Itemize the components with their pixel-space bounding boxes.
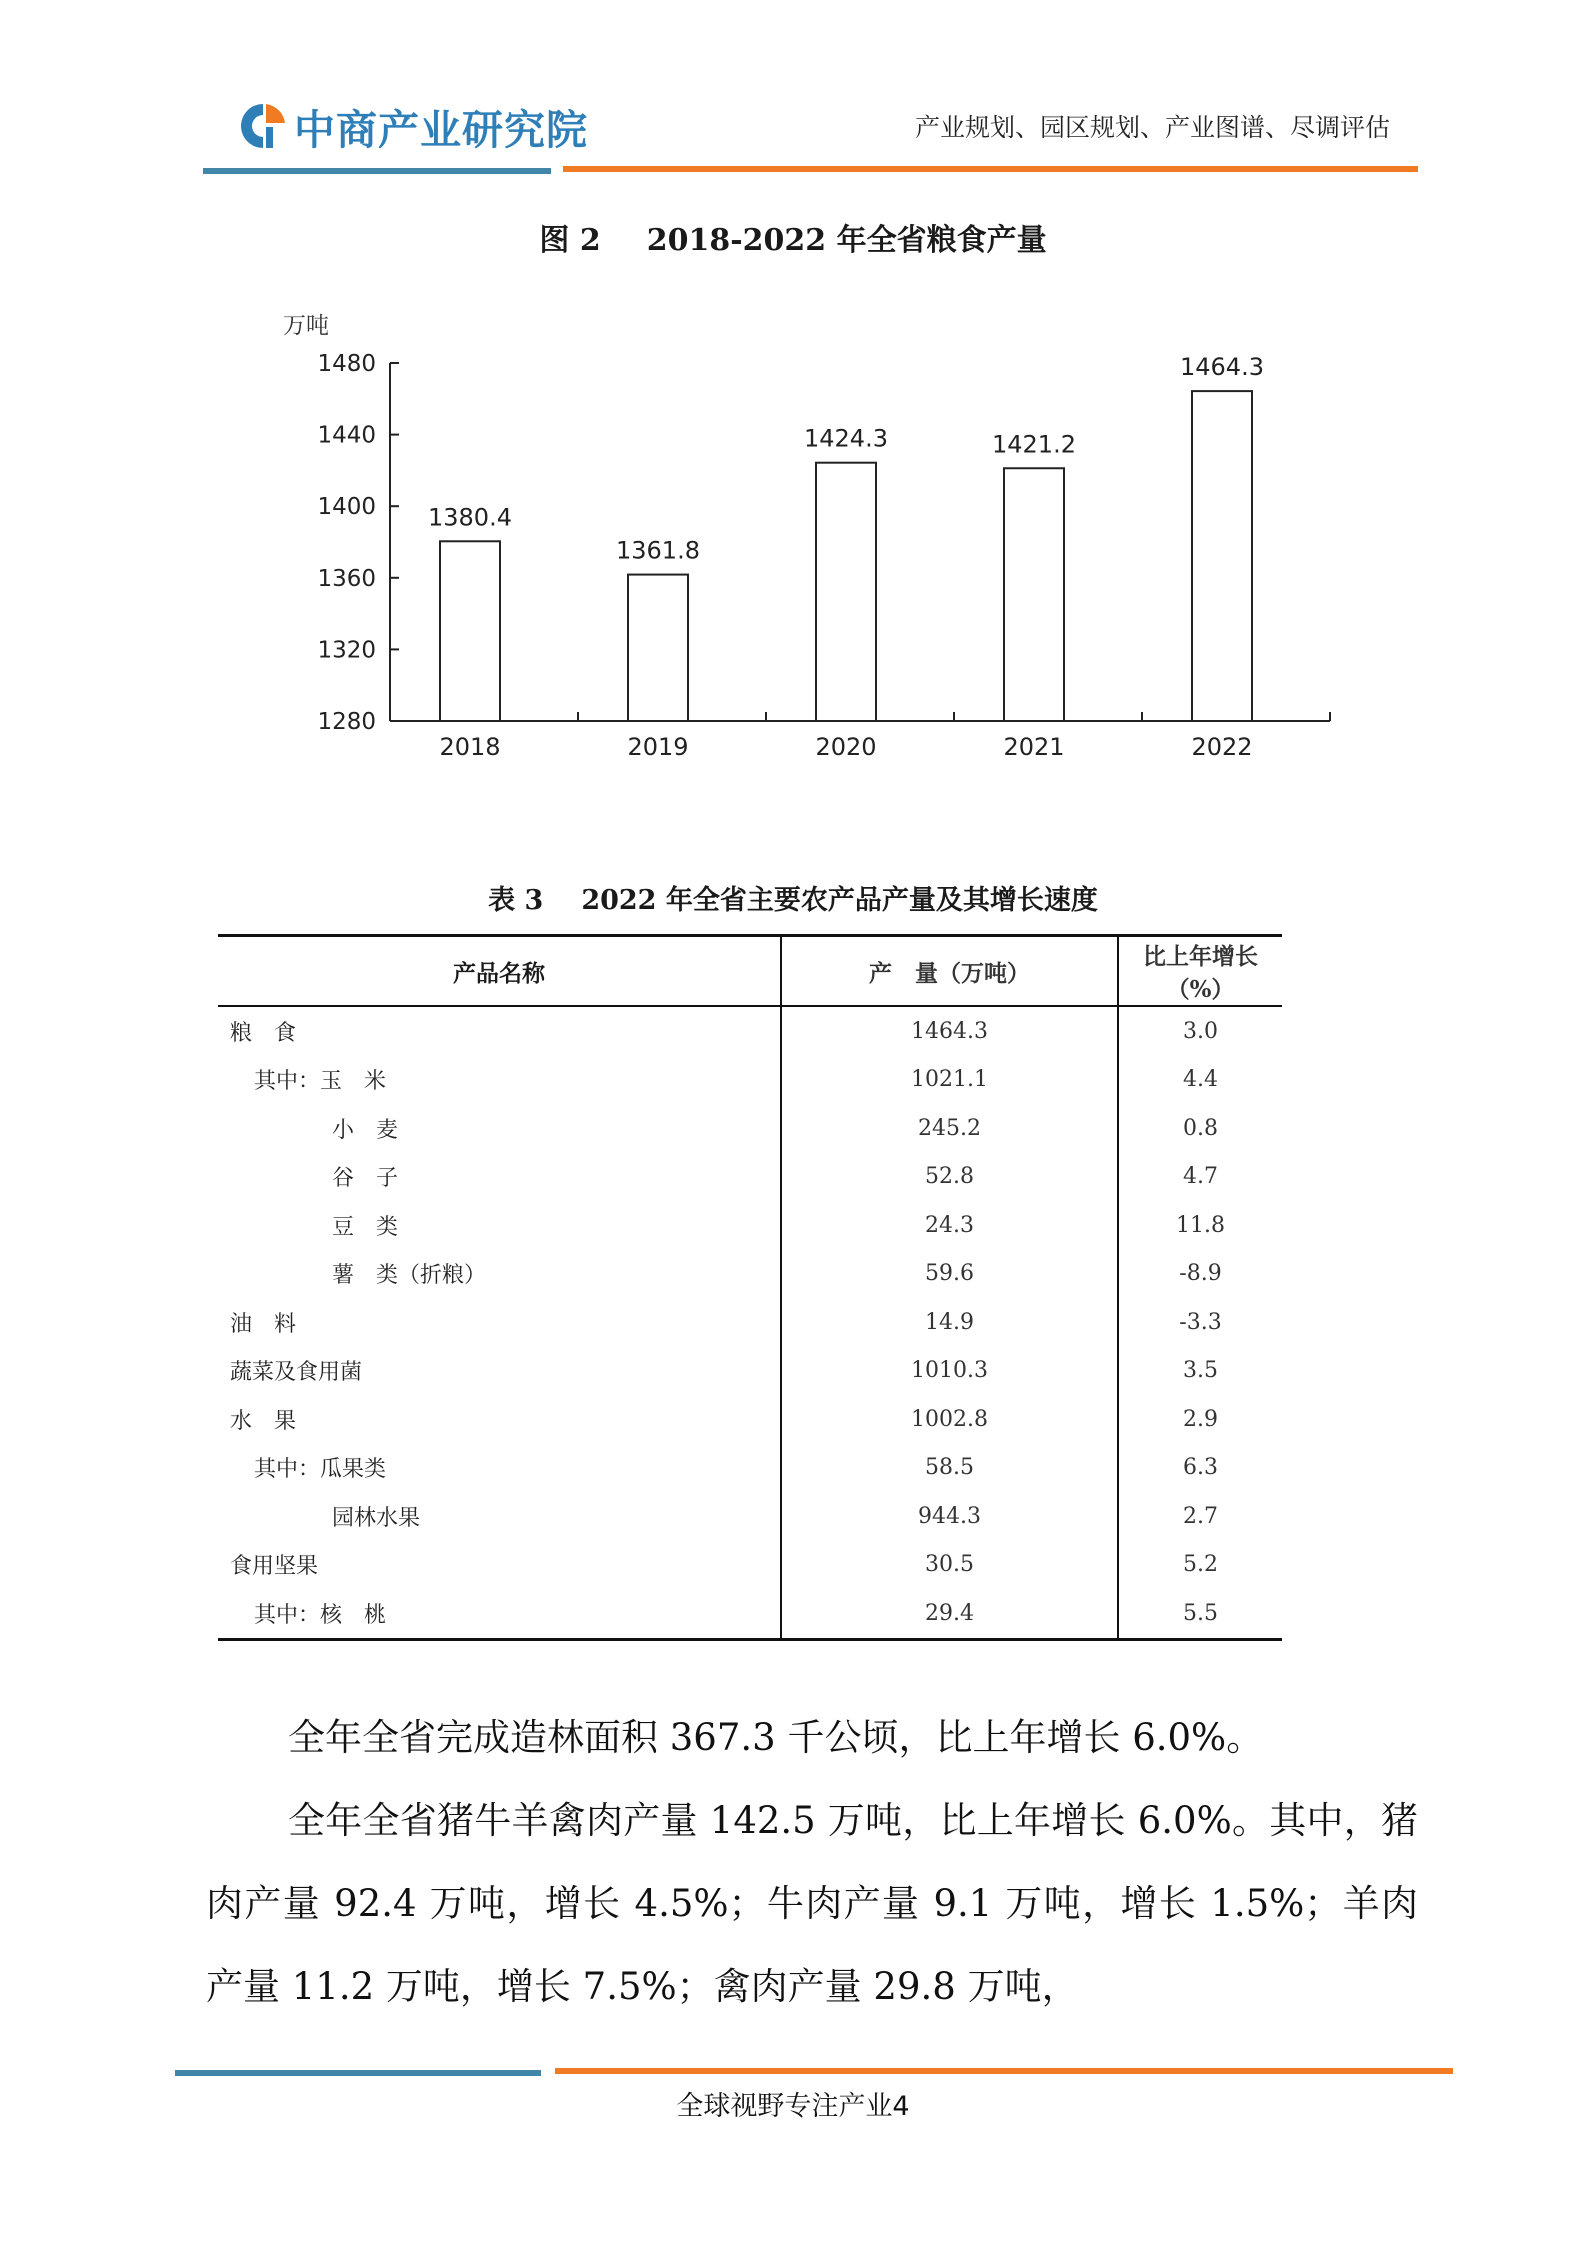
bar-value-label: 1380.4 <box>428 503 512 532</box>
product-name-cell: 其中：核 桃 <box>218 1589 781 1639</box>
x-category-label: 2020 <box>815 733 877 761</box>
growth-cell: 4.4 <box>1183 1067 1218 1093</box>
y-tick-label: 1440 <box>317 422 376 449</box>
table-row <box>218 1444 1282 1493</box>
logo-mark-icon <box>238 101 288 151</box>
bar-2021 <box>1004 468 1064 721</box>
output-cell: 1021.1 <box>781 1056 1118 1105</box>
growth-cell: 4.7 <box>1183 1164 1218 1190</box>
growth-cell: 5.5 <box>1118 1589 1282 1639</box>
product-name-cell: 粮 食 <box>218 1006 781 1056</box>
table-title-text: 2022 年全省主要农产品产量及其增长速度 <box>581 885 1098 916</box>
y-axis-unit-label: 万吨 <box>283 313 329 339</box>
table-row <box>218 1006 1282 1056</box>
header-growth: 比上年增长（%） <box>1118 936 1282 1007</box>
product-name-cell: 小 麦 <box>218 1104 781 1153</box>
brand-logo <box>238 98 588 154</box>
product-name-cell: 谷 子 <box>218 1153 781 1202</box>
product-name-cell: 蔬菜及食用菌 <box>218 1347 781 1396</box>
product-name-cell: 薯 类（折粮） <box>218 1250 781 1299</box>
figure-title-text: 2018-2022 年全省粮食产量 <box>646 223 1047 258</box>
header-tagline: 产业规划、园区规划、产业图谱、尽调评估 <box>914 113 1390 142</box>
output-cell: 944.3 <box>781 1492 1118 1541</box>
footer-rule-blue <box>175 2070 541 2076</box>
product-name-cell: 水 果 <box>218 1395 781 1444</box>
y-tick-label: 1280 <box>317 709 376 735</box>
header-product-name: 产品名称 <box>218 936 781 1007</box>
bar-value-label: 1464.3 <box>1180 353 1264 382</box>
table-title <box>0 878 1586 917</box>
growth-cell: 0.8 <box>1183 1115 1218 1141</box>
paragraph-afforestation: 全年全省完成造林面积 367.3 千公顷，比上年增长 6.0%。 <box>288 1716 1264 1759</box>
table-row <box>218 1153 1282 1202</box>
table-row <box>218 1056 1282 1105</box>
output-cell: 1464.3 <box>781 1006 1118 1056</box>
growth-cell: 2.7 <box>1183 1503 1218 1529</box>
output-cell: 1010.3 <box>781 1347 1118 1396</box>
header-rule-blue <box>203 168 551 174</box>
product-name-cell: 油 料 <box>218 1298 781 1347</box>
logo-text: 中商产业研究院 <box>294 105 588 154</box>
output-cell: 245.2 <box>781 1104 1118 1153</box>
table-row <box>218 1541 1282 1590</box>
x-category-label: 2021 <box>1003 733 1065 761</box>
x-category-label: 2018 <box>439 733 501 761</box>
y-tick-label: 1360 <box>317 565 376 592</box>
product-name-cell: 其中：玉 米 <box>218 1056 781 1105</box>
paragraph-meat-output: 全年全省猪牛羊禽肉产量 142.5 万吨，比上年增长 6.0%。其中，猪肉产量 92.4 万吨，增长 4.5%；牛肉产量 9.1 万吨，增长 1.5%；羊肉产量 11.2 万吨，增长 7.5%；禽肉产量 29.8 万吨， <box>206 1799 1418 2008</box>
growth-cell: -3.3 <box>1179 1309 1222 1335</box>
table-row <box>218 1395 1282 1444</box>
bar-2020 <box>816 463 876 721</box>
output-cell: 58.5 <box>781 1444 1118 1493</box>
table-number: 表 3 <box>488 885 544 916</box>
table-row <box>218 1104 1282 1153</box>
product-name-cell: 豆 类 <box>218 1201 781 1250</box>
output-cell: 1002.8 <box>781 1395 1118 1444</box>
growth-cell: 6.3 <box>1183 1455 1218 1481</box>
bar-2018 <box>440 541 500 721</box>
growth-cell: -8.9 <box>1179 1261 1222 1287</box>
grain-output-bar-chart <box>270 300 1380 810</box>
table-row <box>218 1298 1282 1347</box>
bar-2022 <box>1192 391 1252 721</box>
growth-cell: 3.5 <box>1183 1358 1218 1384</box>
table-row <box>218 1347 1282 1396</box>
header-rule-orange <box>563 166 1418 172</box>
y-tick-label: 1480 <box>317 351 376 377</box>
bar-value-label: 1421.2 <box>992 430 1076 459</box>
product-name-cell: 其中：瓜果类 <box>218 1444 781 1493</box>
figure-number: 图 2 <box>539 223 601 258</box>
footer-text: 全球视野专注产业4 <box>676 2091 910 2122</box>
footer-rule-orange <box>555 2068 1453 2074</box>
y-tick-label: 1400 <box>317 494 376 521</box>
table-row <box>218 1492 1282 1541</box>
growth-cell: 5.2 <box>1183 1552 1218 1578</box>
table-row <box>218 1589 1282 1639</box>
agri-products-table <box>218 934 1282 1641</box>
bar-value-label: 1361.8 <box>616 536 700 565</box>
product-name-cell: 食用坚果 <box>218 1541 781 1590</box>
y-tick-label: 1320 <box>317 637 376 664</box>
bar-2019 <box>628 575 688 721</box>
growth-cell: 2.9 <box>1183 1406 1218 1432</box>
x-category-label: 2019 <box>627 733 689 761</box>
table-header-row <box>218 936 1282 1007</box>
growth-cell: 11.8 <box>1176 1212 1225 1238</box>
growth-cell: 3.0 <box>1183 1018 1218 1044</box>
output-cell: 59.6 <box>781 1250 1118 1299</box>
figure-title <box>0 215 1586 259</box>
table-row <box>218 1201 1282 1250</box>
bar-value-label: 1424.3 <box>804 424 888 453</box>
output-cell: 52.8 <box>781 1153 1118 1202</box>
output-cell: 29.4 <box>781 1589 1118 1639</box>
product-name-cell: 园林水果 <box>218 1492 781 1541</box>
table-row <box>218 1250 1282 1299</box>
output-cell: 14.9 <box>781 1298 1118 1347</box>
x-category-label: 2022 <box>1191 733 1253 761</box>
header-output: 产 量（万吨） <box>781 936 1118 1007</box>
output-cell: 24.3 <box>781 1201 1118 1250</box>
output-cell: 30.5 <box>781 1541 1118 1590</box>
